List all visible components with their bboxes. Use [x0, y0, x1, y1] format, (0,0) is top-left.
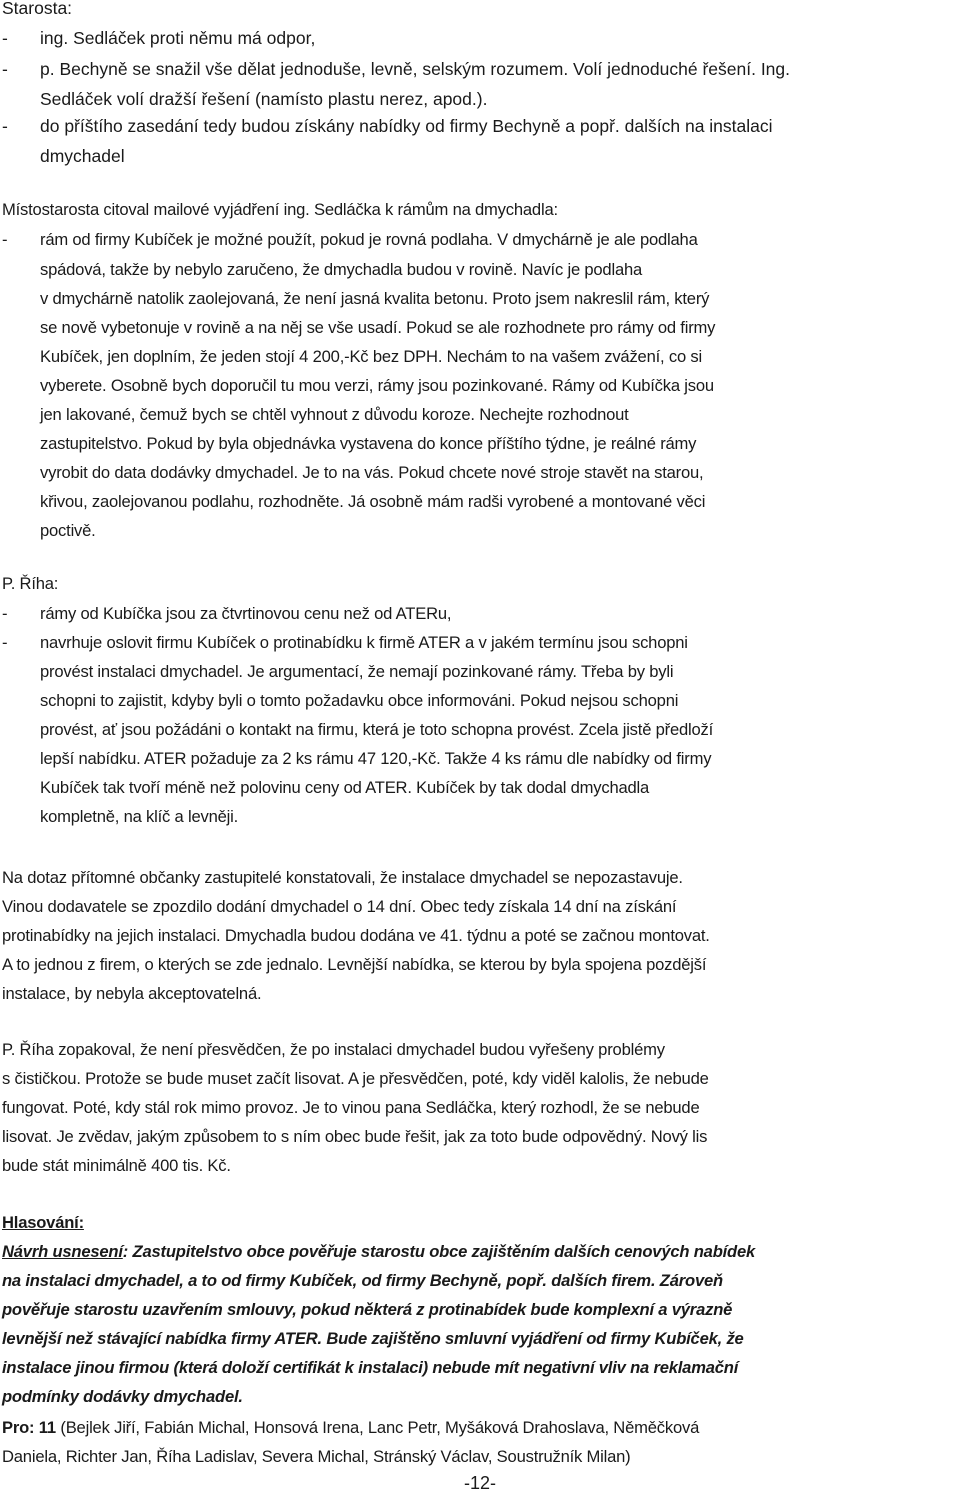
paragraph-line: fungovat. Poté, kdy stál rok mimo provoz. Je to vinou pana Sedláčka, který rozhodl, že se nebude [2, 1098, 700, 1117]
list-dash: - [2, 116, 8, 136]
riha-heading: P. Říha: [2, 574, 59, 593]
starosta-item-2-line-1: p. Bechyně se snažil vše dělat jednoduše, levně, selským rozumem. Volí jednoduché řešení. Ing. [40, 59, 791, 79]
navrh-line: na instalaci dmychadel, a to od firmy Kubíček, od firmy Bechyně, popř. dalších firem. Zároveň [2, 1271, 723, 1290]
riha-item-2-line: lepší nabídku. ATER požaduje za 2 ks rámu 47 120,-Kč. Takže 4 ks rámu dle nabídky od firmy [40, 749, 712, 768]
list-dash: - [2, 59, 8, 79]
navrh-first-line [2, 1238, 755, 1266]
mistostarosta-item-line: v dmychárně natolik zaolejovaná, že není jasná kvalita betonu. Proto jsem nakreslil rám, který [40, 289, 710, 308]
mistostarosta-intro: Místostarosta citoval mailové vyjádření ing. Sedláčka k rámům na dmychadla: [2, 200, 558, 219]
paragraph-line: bude stát minimálně 400 tis. Kč. [2, 1156, 231, 1175]
riha-item-2-line: provést, ať jsou požádáni o kontakt na firmu, která je toto schopna provést. Zcela jistě předloží [40, 720, 714, 739]
page-number: -12- [463, 1473, 496, 1493]
paragraph-line: Vinou dodavatele se zpozdilo dodání dmychadel o 14 dní. Obec tedy získala 14 dní na získání [2, 897, 677, 916]
riha-item-2-line: provést instalaci dmychadel. Je argumentací, že nemají pozinkované rámy. Třeba by byli [40, 662, 674, 681]
navrh-line: levnější než stávající nabídka firmy ATER. Bude zajištěno smluvní vyjádření od firmy Kubíček, že [2, 1329, 744, 1348]
mistostarosta-item-line: jen lakované, čemuž bych se chtěl vyhnout z důvodu koroze. Nechejte rozhodnout [40, 405, 629, 424]
riha-item-2-line: Kubíček tak tvoří méně než polovinu ceny od ATER. Kubíček by tak dodal dmychadla [40, 778, 650, 797]
navrh-text: : Zastupitelstvo obce pověřuje starostu obce zajištěním dalších cenových nabídek [122, 1242, 756, 1261]
list-dash: - [2, 604, 8, 623]
navrh-label: Návrh usnesení [2, 1242, 123, 1261]
mistostarosta-item-line: rám od firmy Kubíček je možné použít, pokud je rovná podlaha. V dmychárně je ale podlaha [40, 230, 698, 249]
navrh-line: pověřuje starostu uzavřením smlouvy, pokud některá z protinabídek bude komplexní a výrazně [2, 1300, 733, 1319]
starosta-item-1: ing. Sedláček proti němu má odpor, [40, 28, 316, 48]
paragraph-line: Na dotaz přítomné občanky zastupitelé konstatovali, že instalace dmychadel se nepozastavuje. [2, 868, 683, 887]
riha-item-2-line: schopni to zajistit, kdyby byli o tomto požadavku obce informováni. Pokud nejsou schopni [40, 691, 679, 710]
vote-pro-line [2, 1414, 699, 1442]
navrh-line: instalace jinou firmou (která doloží certifikát k instalaci) nebude mít negativní vliv na reklamační [2, 1358, 739, 1377]
navrh-line: podmínky dodávky dmychadel. [2, 1387, 243, 1406]
mistostarosta-item-line: vyrobit do data dodávky dmychadel. Je to na vás. Pokud chcete nové stroje stavět na starou, [40, 463, 704, 482]
paragraph-line: A to jednou z firem, o kterých se zde jednalo. Levnější nabídka, se kterou by byla spojena pozdější [2, 955, 707, 974]
riha-item-2-line: navrhuje oslovit firmu Kubíček o protinabídku k firmě ATER a v jakém termínu jsou schopni [40, 633, 688, 652]
paragraph-line: instalace, by nebyla akceptovatelná. [2, 984, 262, 1003]
mistostarosta-item-line: Kubíček, jen doplním, že jeden stojí 4 200,-Kč bez DPH. Nechám to na vašem zvážení, co si [40, 347, 702, 366]
starosta-item-2-line-2: Sedláček volí dražší řešení (namísto plastu nerez, apod.). [40, 89, 488, 109]
mistostarosta-item-line: se nově vybetonuje v rovině a na něj se vše usadí. Pokud se ale rozhodnete pro rámy od firmy [40, 318, 716, 337]
mistostarosta-item-line: vyberete. Osobně bych doporučil tu mou verzi, rámy jsou pozinkované. Rámy od Kubíčka jsou [40, 376, 714, 395]
mistostarosta-item-line: poctivě. [40, 521, 96, 540]
paragraph-line: P. Říha zopakoval, že není přesvědčen, že po instalaci dmychadel budou vyřešeny problémy [2, 1040, 665, 1059]
mistostarosta-item-line: křivou, zaolejovanou podlahu, rozhodněte. Já osobně mám radši vyrobené a montované věci [40, 492, 706, 511]
riha-item-1: rámy od Kubíčka jsou za čtvrtinovou cenu než od ATERu, [40, 604, 452, 623]
starosta-item-3-line-1: do příštího zasedání tedy budou získány nabídky od firmy Bechyně a popř. dalších na instalaci [40, 116, 773, 136]
riha-item-2-line: kompletně, na klíč a levněji. [40, 807, 239, 826]
mistostarosta-item-line: zastupitelstvo. Pokud by byla objednávka vystavena do konce příštího týdne, je reálné rámy [40, 434, 697, 453]
vote-pro-names-line-2: Daniela, Richter Jan, Říha Ladislav, Severa Michal, Stránský Václav, Soustružník Milan) [2, 1447, 631, 1466]
list-dash: - [2, 230, 8, 249]
list-dash: - [2, 28, 8, 48]
vote-pro-names: (Bejlek Jiří, Fabián Michal, Honsová Irena, Lanc Petr, Myšáková Drahoslava, Něměčková [55, 1418, 700, 1437]
paragraph-line: protinabídky na jejich instalaci. Dmychadla budou dodána ve 41. týdnu a poté se začnou montovat. [2, 926, 710, 945]
list-dash: - [2, 633, 8, 652]
paragraph-line: lisovat. Je zvědav, jakým způsobem to s ním obec bude řešit, jak za toto bude odpovědný. Nový lis [2, 1127, 708, 1146]
hlasovani-heading: Hlasování: [2, 1213, 84, 1232]
mistostarosta-item-line: spádová, takže by nebylo zaručeno, že dmychadla budou v rovině. Navíc je podlaha [40, 260, 643, 279]
vote-pro-label: Pro: 11 [2, 1418, 56, 1437]
starosta-heading: Starosta: [2, 0, 73, 18]
starosta-item-3-line-2: dmychadel [40, 146, 125, 166]
paragraph-line: s čističkou. Protože se bude muset začít lisovat. A je přesvědčen, poté, kdy viděl kalolis, že nebude [2, 1069, 709, 1088]
